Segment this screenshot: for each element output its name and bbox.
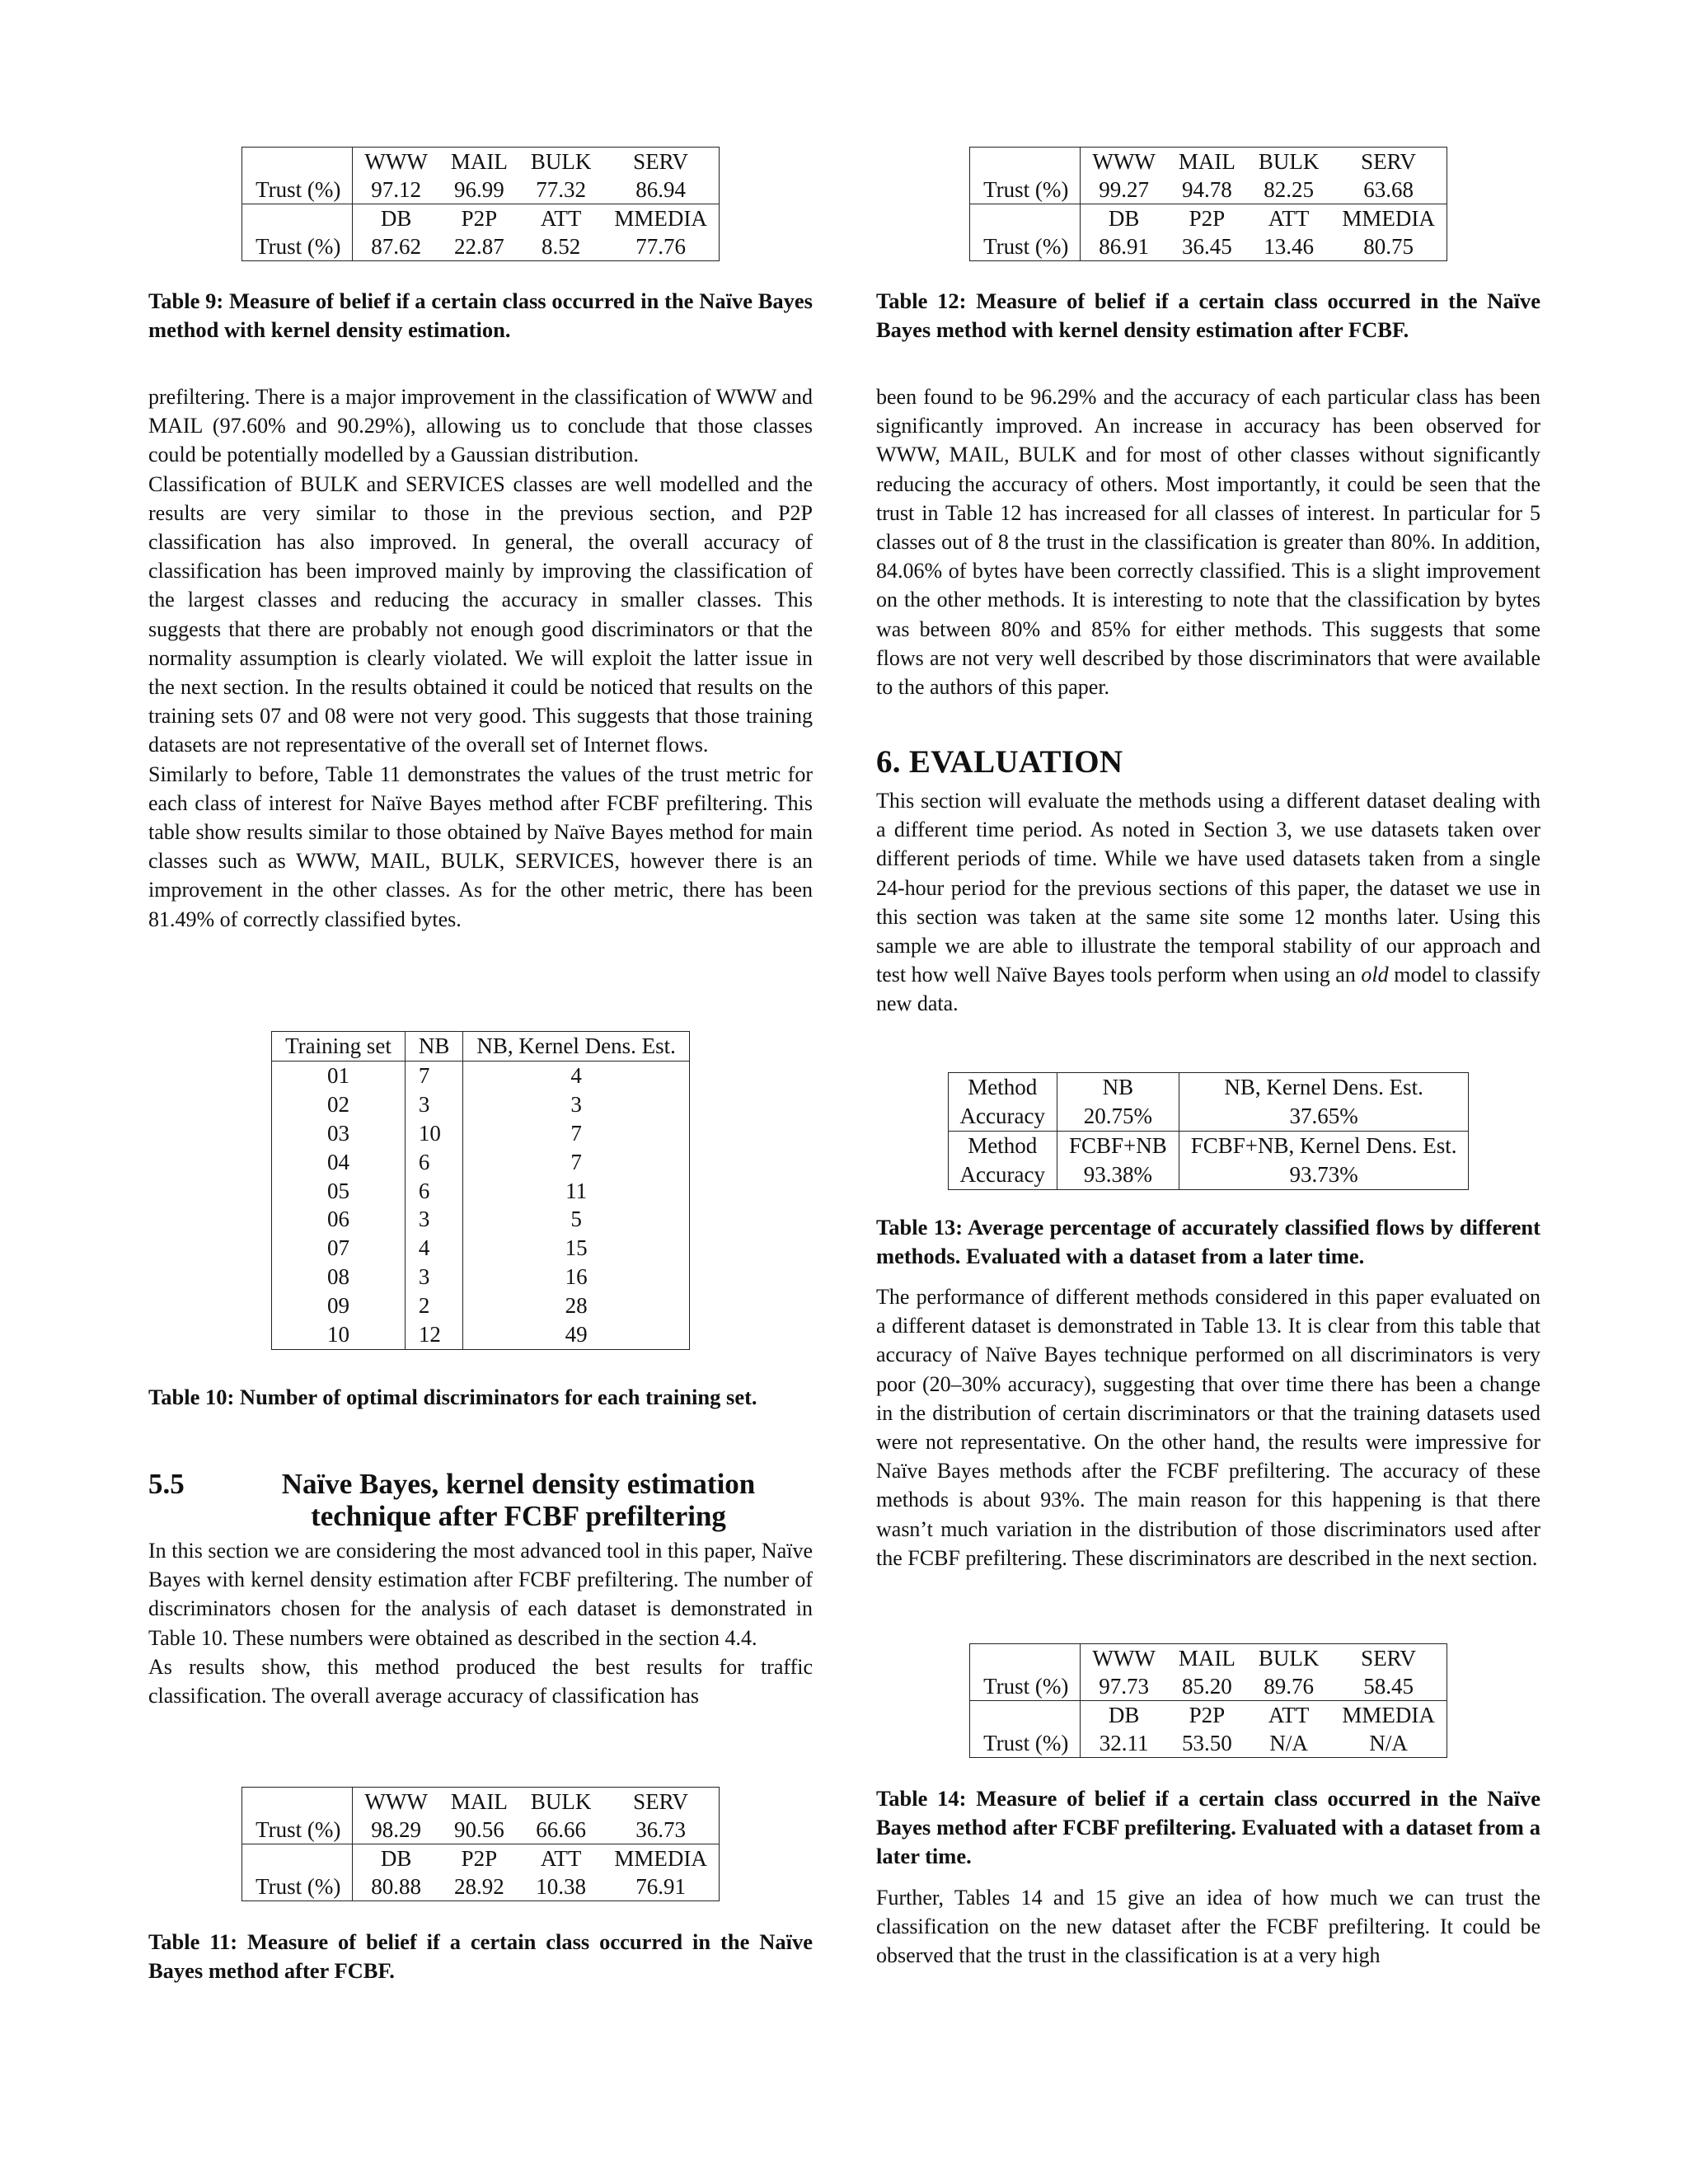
- table-12: [969, 147, 1447, 261]
- table-9-block: [148, 147, 813, 261]
- table-11-caption: Table 11: Measure of belief if a certain class occurred in the Naïve Bayes method after FCBF.: [148, 1929, 813, 1983]
- table-cell: 86.94: [635, 177, 686, 202]
- table-cell: BULK: [1258, 1646, 1320, 1671]
- table-cell: 89.76: [1264, 1674, 1314, 1699]
- table-cell: P2P: [439, 1844, 519, 1873]
- table-cell: 85.20: [1181, 1674, 1232, 1699]
- section-6-text: [876, 786, 1540, 1019]
- table-cell: 80.75: [1363, 234, 1414, 259]
- table-cell: 08: [272, 1263, 406, 1291]
- row-label: Trust (%): [242, 1872, 353, 1901]
- table-row: [272, 1205, 690, 1234]
- table-cell: N/A: [1369, 1731, 1408, 1755]
- text-run: This section will evaluate the methods using a different dataset dealing with a different time period. As noted in Section 3, we use datasets taken over different periods of time. While we have used datasets taken from a single 24-hour period for the previous sections of this paper, the dataset we use in this section was taken at the same site some 12 months later. Using this sample we are able to illustrate the temporal stability of our approach and test how well Naïve Bayes tools perform when using an: [876, 789, 1540, 987]
- table-row: [272, 1177, 690, 1206]
- table-cell: WWW: [1092, 149, 1156, 174]
- table-cell: 37.65%: [1289, 1104, 1358, 1128]
- table-cell: Method: [948, 1132, 1057, 1161]
- table-14-block: [876, 1643, 1540, 1758]
- table-cell: BULK: [530, 1789, 592, 1814]
- section-6-text-3: [876, 1883, 1540, 1971]
- table-cell: 28: [565, 1293, 588, 1319]
- table-cell: 22.87: [453, 234, 504, 259]
- table-9-caption: Table 9: Measure of belief if a certain class occurred in the Naïve Bayes method with kernel density estimation.: [148, 288, 813, 342]
- row-label: [242, 1788, 353, 1816]
- paragraph: The performance of different methods considered in this paper evaluated on a different dataset is demonstrated in Table 13. It is clear from this table that accuracy of Naïve Bayes technique performed on all discriminators is very poor (20–30% accuracy), suggesting that over time there has been a change in the distribution of certain discriminators or that the training datasets used were not representative. On the other hand, the results were impressive for Naïve Bayes methods after the FCBF prefiltering. The accuracy of these methods is about 93%. The main reason for this happening is that there wasn’t much variation in the distribution of those discriminators used after the FCBF prefiltering. These discriminators are described in the next section.: [876, 1285, 1540, 1570]
- row-label: [970, 1644, 1081, 1673]
- table-cell: BULK: [530, 149, 592, 174]
- table-cell: 98.29: [371, 1817, 421, 1842]
- table-cell: 3: [405, 1090, 463, 1119]
- table-cell: 90.56: [453, 1817, 504, 1842]
- table-9: [241, 147, 720, 261]
- table-cell: MMEDIA: [1330, 204, 1447, 233]
- table-cell: 63.68: [1363, 177, 1414, 202]
- table-row: [272, 1148, 690, 1177]
- table-cell: 86.91: [1099, 234, 1149, 259]
- paragraph: In this section we are considering the most advanced tool in this paper, Naïve Bayes with kernel density estimation after FCBF prefiltering. The number of discriminators chosen for the analysis of each dataset is demonstrated in Table 10. These numbers were obtained as described in the section 4.4.: [148, 1539, 813, 1650]
- table-cell: 7: [570, 1120, 582, 1146]
- table-cell: 10.38: [536, 1874, 586, 1899]
- table-14: [969, 1643, 1447, 1758]
- table-row: [272, 1263, 690, 1291]
- table-cell: 05: [272, 1177, 406, 1206]
- table-cell: 10: [405, 1119, 463, 1148]
- table-header: NB: [405, 1032, 463, 1062]
- table-cell: 16: [565, 1264, 588, 1290]
- table-cell: 7: [405, 1061, 463, 1090]
- table-cell: 20.75%: [1057, 1102, 1179, 1132]
- section-title-line-2: technique after FCBF prefiltering: [311, 1500, 726, 1532]
- table-cell: MMEDIA: [1330, 1701, 1447, 1730]
- paragraph: Further, Tables 14 and 15 give an idea of how much we can trust the classification on the new dataset after the FCBF prefiltering. It could be observed that the trust in the classification is at a very high: [876, 1886, 1540, 1968]
- table-cell: 09: [272, 1291, 406, 1320]
- table-cell: WWW: [364, 1789, 428, 1814]
- row-label: [242, 1844, 353, 1873]
- table-12-caption: Table 12: Measure of belief if a certain class occurred in the Naïve Bayes method with kernel density estimation after FCBF.: [876, 288, 1540, 342]
- table-cell: MAIL: [450, 149, 508, 174]
- table-cell: Accuracy: [948, 1160, 1057, 1190]
- section-title-line-1: Naïve Bayes, kernel density estimation: [281, 1468, 756, 1500]
- table-cell: ATT: [1247, 1701, 1331, 1730]
- table-cell: 4: [405, 1234, 463, 1263]
- paragraph: been found to be 96.29% and the accuracy of each particular class has been significantly improved. An increase in accuracy has been observed for WWW, MAIL, BULK and for most of other classes without significantly reducing the accuracy of others. Most importantly, it could be seen that the trust in Table 12 has increased for all classes of interest. In particular for 5 classes out of 8 the trust in the classification is greater than 80%. In addition, 84.06% of bytes have been correctly classified. This is a slight improvement on the other methods. It is interesting to note that the classification by bytes was between 80% and 85% for either methods. This suggests that some flows are not very well described by those discriminators that were available to the authors of this paper.: [876, 385, 1540, 700]
- table-12-block: [876, 147, 1540, 261]
- row-label: Trust (%): [970, 1729, 1081, 1758]
- table-cell: 28.92: [453, 1874, 504, 1899]
- table-cell: 3: [570, 1091, 582, 1117]
- table-cell: 80.88: [371, 1874, 421, 1899]
- table-cell: 49: [565, 1322, 588, 1347]
- row-label: [242, 148, 353, 176]
- table-cell: 12: [405, 1320, 463, 1349]
- table-cell: 04: [272, 1148, 406, 1177]
- table-cell: DB: [353, 1844, 439, 1873]
- table-cell: MMEDIA: [603, 1844, 719, 1873]
- right-text-block: [876, 382, 1540, 701]
- table-13-caption: Table 13: Average percentage of accurately classified flows by different methods. Evaluated with a dataset from a later time.: [876, 1215, 1540, 1268]
- table-cell: ATT: [1247, 204, 1331, 233]
- table-cell: WWW: [1092, 1646, 1156, 1671]
- text-run: model to classify new data.: [876, 963, 1540, 1016]
- table-cell: DB: [1081, 1701, 1167, 1730]
- table-cell: FCBF+NB: [1057, 1132, 1179, 1161]
- table-cell: 93.73%: [1289, 1162, 1358, 1187]
- table-cell: 02: [272, 1090, 406, 1119]
- table-cell: NB, Kernel Dens. Est.: [1224, 1075, 1423, 1099]
- row-label: [970, 148, 1081, 176]
- table-cell: 77.76: [635, 234, 686, 259]
- table-cell: SERV: [633, 149, 689, 174]
- table-cell: 36.73: [635, 1817, 686, 1842]
- table-cell: ATT: [519, 1844, 603, 1873]
- table-cell: DB: [353, 204, 439, 233]
- table-cell: MAIL: [1178, 1646, 1236, 1671]
- table-cell: P2P: [439, 204, 519, 233]
- table-cell: P2P: [1167, 204, 1247, 233]
- table-cell: P2P: [1167, 1701, 1247, 1730]
- paragraph: prefiltering. There is a major improvement in the classification of WWW and MAIL (97.60% and 90.29%), allowing us to conclude that those classes could be potentially modelled by a Gaussian distribution.: [148, 385, 813, 467]
- table-14-caption: Table 14: Measure of belief if a certain class occurred in the Naïve Bayes method after FCBF prefiltering. Evaluated with a dataset from a later time.: [876, 1786, 1540, 1868]
- row-label: Trust (%): [970, 232, 1081, 261]
- section-6-heading: 6. EVALUATION: [876, 744, 1123, 780]
- table-cell: 97.73: [1099, 1674, 1149, 1699]
- table-13: [948, 1072, 1470, 1190]
- table-cell: NB: [1057, 1073, 1179, 1103]
- paragraph: Similarly to before, Table 11 demonstrates the values of the trust metric for each class of interest for Naïve Bayes method after FCBF prefiltering. This table show results similar to those obtained by Naïve Bayes method for main classes such as WWW, MAIL, BULK, SERVICES, however there is an improvement in the other classes. As for the other metric, there has been 81.49% of correctly classified bytes.: [148, 762, 813, 931]
- table-cell: WWW: [364, 149, 428, 174]
- table-cell: 36.45: [1181, 234, 1232, 259]
- table-cell: 03: [272, 1119, 406, 1148]
- row-label: [970, 1701, 1081, 1730]
- table-cell: SERV: [633, 1789, 689, 1814]
- table-cell: 32.11: [1099, 1731, 1149, 1755]
- row-label: Trust (%): [242, 1816, 353, 1844]
- table-cell: Method: [948, 1073, 1057, 1103]
- table-cell: 01: [272, 1061, 406, 1090]
- table-11-block: [148, 1787, 813, 1901]
- table-cell: MAIL: [450, 1789, 508, 1814]
- table-cell: 5: [570, 1207, 582, 1232]
- section-5-5-text: [148, 1536, 813, 1710]
- row-label: [242, 204, 353, 233]
- emphasis: old: [1361, 963, 1389, 987]
- table-cell: N/A: [1269, 1731, 1308, 1755]
- table-header: Training set: [272, 1032, 406, 1062]
- table-cell: 53.50: [1181, 1731, 1232, 1755]
- table-cell: ATT: [519, 204, 603, 233]
- paragraph: As results show, this method produced the best results for traffic classification. The overall average accuracy of classification has: [148, 1654, 813, 1708]
- table-cell: 82.25: [1264, 177, 1314, 202]
- table-cell: 3: [405, 1205, 463, 1234]
- section-number: 5.5: [148, 1468, 185, 1500]
- table-cell: 94.78: [1181, 177, 1232, 202]
- row-label: Trust (%): [242, 176, 353, 204]
- table-cell: 10: [272, 1320, 406, 1349]
- table-cell: 15: [565, 1235, 588, 1261]
- table-cell: 99.27: [1099, 177, 1149, 202]
- table-row: [272, 1234, 690, 1263]
- table-cell: 93.38%: [1057, 1160, 1179, 1190]
- table-cell: 4: [570, 1062, 582, 1088]
- table-row: [272, 1090, 690, 1119]
- row-label: Trust (%): [242, 232, 353, 261]
- paragraph: Classification of BULK and SERVICES classes are well modelled and the results are very similar to those in the previous section, and P2P classification has also improved. In general, the overall accuracy of classification has been improved mainly by improving the classification of the largest classes and reducing the accuracy in smaller classes. This suggests that there are probably not enough good discriminators or that the normality assumption is clearly violated. We will exploit the latter issue in the next section. In the results obtained it could be noticed that results on the training sets 07 and 08 were not very good. This suggests that those training datasets are not representative of the overall set of Internet flows.: [148, 471, 813, 757]
- table-cell: 66.66: [536, 1817, 586, 1842]
- table-cell: 2: [405, 1291, 463, 1320]
- table-cell: MMEDIA: [603, 204, 719, 233]
- table-10-block: [148, 1031, 813, 1350]
- table-11: [241, 1787, 720, 1901]
- section-5-5-heading: [148, 1468, 813, 1532]
- table-cell: 87.62: [371, 234, 421, 259]
- table-cell: 06: [272, 1205, 406, 1234]
- table-cell: FCBF+NB, Kernel Dens. Est.: [1179, 1132, 1469, 1161]
- table-cell: 3: [405, 1263, 463, 1291]
- table-cell: 6: [405, 1177, 463, 1206]
- table-cell: 6: [405, 1148, 463, 1177]
- table-13-block: [876, 1072, 1540, 1190]
- table-cell: 58.45: [1363, 1674, 1414, 1699]
- table-cell: 76.91: [635, 1874, 686, 1899]
- table-cell: 96.99: [453, 177, 504, 202]
- table-cell: SERV: [1361, 149, 1417, 174]
- table-cell: 11: [565, 1178, 588, 1203]
- table-header: NB, Kernel Dens. Est.: [463, 1032, 689, 1062]
- table-cell: 77.32: [536, 177, 586, 202]
- table-cell: 7: [570, 1149, 582, 1174]
- table-cell: 07: [272, 1234, 406, 1263]
- row-label: Trust (%): [970, 1672, 1081, 1701]
- table-row: [272, 1320, 690, 1349]
- left-text-block: [148, 382, 813, 934]
- table-row: [272, 1061, 690, 1090]
- row-label: [970, 204, 1081, 233]
- table-cell: 8.52: [541, 234, 581, 259]
- table-10: [271, 1031, 690, 1350]
- table-row: [272, 1119, 690, 1148]
- table-cell: DB: [1081, 204, 1167, 233]
- table-cell: MAIL: [1178, 149, 1236, 174]
- table-cell: 13.46: [1264, 234, 1314, 259]
- row-label: Trust (%): [970, 176, 1081, 204]
- section-6-text-2: [876, 1282, 1540, 1572]
- table-cell: 97.12: [371, 177, 421, 202]
- paragraph: [876, 786, 1540, 1019]
- table-row: [272, 1291, 690, 1320]
- table-10-caption: Table 10: Number of optimal discriminators for each training set.: [148, 1385, 757, 1409]
- table-cell: BULK: [1258, 149, 1320, 174]
- table-cell: Accuracy: [948, 1102, 1057, 1132]
- table-cell: SERV: [1361, 1646, 1417, 1671]
